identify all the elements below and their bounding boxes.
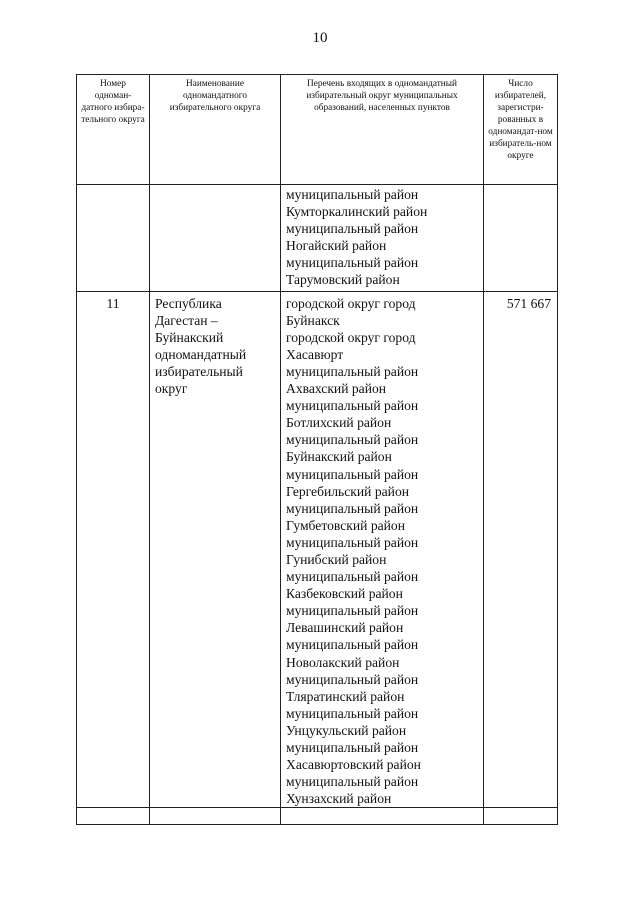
- bottom-spacer-1: [77, 808, 150, 825]
- text-line: муниципальный район: [286, 500, 419, 516]
- text-line: муниципальный район: [286, 569, 419, 585]
- table-bottom-row: [77, 808, 558, 825]
- text-line: Унцукульский район: [286, 722, 407, 738]
- continuation-name-cell: [150, 185, 281, 292]
- bottom-spacer-2: [150, 808, 281, 825]
- text-line: Кумторкалинский район: [286, 204, 428, 220]
- continuation-number-cell: [77, 185, 150, 292]
- text-line: муниципальный район: [286, 432, 419, 448]
- district-voters: 571 667: [484, 291, 558, 808]
- text-line: муниципальный район: [286, 705, 419, 721]
- text-line: городской округ город: [286, 329, 416, 345]
- text-line: муниципальный район: [286, 774, 419, 790]
- text-line: Республика: [155, 295, 222, 311]
- text-line: муниципальный район: [286, 398, 419, 414]
- text-line: Буйнакский: [155, 329, 224, 345]
- text-line: Тарумовский район: [286, 272, 400, 288]
- text-line: Казбековский район: [286, 586, 403, 602]
- text-line: Ахвахский район: [286, 381, 387, 397]
- text-line: округ: [155, 381, 188, 397]
- text-line: Гумбетовский район: [286, 517, 405, 533]
- text-line: муниципальный район: [286, 255, 419, 271]
- text-line: муниципальный район: [286, 187, 419, 202]
- continuation-list-cell: [281, 185, 484, 292]
- text-line: муниципальный район: [286, 740, 419, 755]
- header-number: Номер одноман-датного избира-тельного округа: [77, 75, 150, 185]
- text-line: Дагестан –: [155, 312, 218, 328]
- text-line: Ногайский район: [286, 238, 387, 254]
- bottom-spacer-3: [281, 808, 484, 825]
- text-line: муниципальный район: [286, 637, 419, 653]
- text-line: Ботлихский район: [286, 415, 392, 431]
- text-line: Новолакский район: [286, 654, 400, 670]
- header-name: Наименование одномандатного избирательного округа: [150, 75, 281, 185]
- districts-table: [76, 74, 558, 825]
- text-line: Гергебильский район: [286, 483, 410, 499]
- text-line: муниципальный район: [286, 671, 419, 687]
- text-line: муниципальный район: [286, 534, 419, 550]
- text-line: муниципальный район: [286, 603, 419, 619]
- continuation-voters-cell: [484, 185, 558, 292]
- text-line: Хунзахский район: [286, 791, 392, 807]
- header-list: Перечень входящих в одномандатный избирательный округ муниципальных образований, населенных пунктов: [281, 75, 484, 185]
- text-line: избирательный: [155, 363, 243, 379]
- text-line: Хасавюрт: [286, 346, 344, 362]
- text-line: Гунибский район: [286, 551, 387, 567]
- district-number: 11: [77, 291, 150, 808]
- text-line: Левашинский район: [286, 620, 404, 636]
- text-line: Хасавюртовский район: [286, 757, 421, 773]
- text-line: Буйнакск: [286, 312, 340, 328]
- text-line: муниципальный район: [286, 363, 419, 379]
- text-line: Буйнакский район: [286, 449, 392, 465]
- text-line: муниципальный район: [286, 466, 419, 482]
- text-line: Тляратинский район: [286, 688, 405, 704]
- bottom-spacer-4: [484, 808, 558, 825]
- continuation-row: [77, 185, 558, 292]
- district-list: [281, 291, 484, 808]
- text-line: городской округ город: [286, 295, 416, 311]
- text-line: одномандатный: [155, 346, 247, 362]
- district-row: [77, 291, 558, 808]
- header-row: [77, 75, 558, 185]
- district-name: [150, 291, 281, 808]
- header-voters: Число избирателей, зарегистри-рованных в одномандат-ном избиратель-ном округе: [484, 75, 558, 185]
- text-line: муниципальный район: [286, 221, 419, 237]
- page-number: 10: [312, 30, 328, 46]
